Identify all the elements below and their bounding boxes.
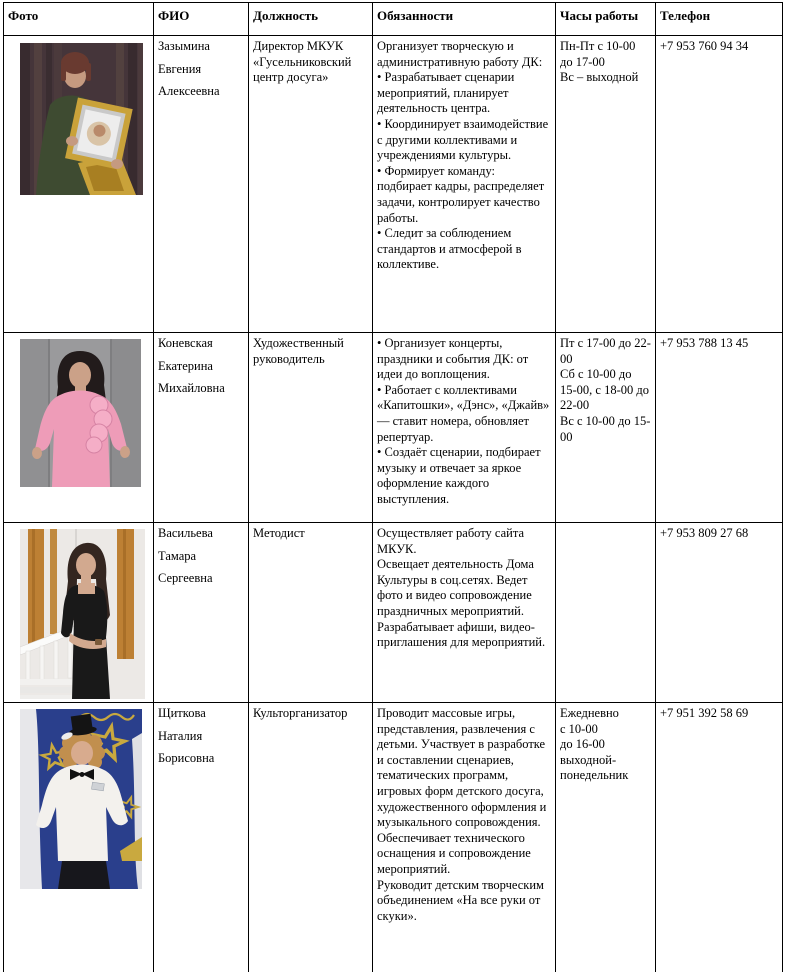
text-line: Пт с 17-00 до 22-00 [560,336,651,366]
position-cell [249,36,373,333]
text-line: • Координирует взаимодействие с другими коллективами и учреждениями культуры. [377,116,549,163]
text-line: Екатерина [158,358,213,373]
text-line: Васильева [158,526,213,540]
staff-row-1 [4,36,783,333]
text-line: Борисовна [158,751,215,766]
header-row [4,3,783,36]
text-line: выходной-понедельник [560,752,629,783]
duties-text [377,336,551,508]
duties-text [377,39,551,273]
phone-number: +7 951 392 58 69 [660,706,749,720]
column-header-phone: Телефон [656,3,783,36]
staff-row-4 [4,703,783,972]
person-name [158,39,244,100]
text-line: Проводит массовые игры, представления, развлечения с детьми. Участвует в разработке и составлении сценариев, тематических программ, игровых форм детского досуга, художественного оформления и музыкального сопровождения. [377,706,547,830]
photo-methodist-image [20,529,145,699]
text-line: Михайловна [158,381,225,396]
text-line: Пн-Пт с 10-00 до 17-00 [560,39,636,69]
column-header-hours: Часы работы [556,3,656,36]
phone-cell [656,333,783,523]
photo-cell [4,333,154,523]
position-text: Культорганизатор [253,706,348,720]
photo-director-image [20,43,143,195]
phone-number: +7 953 760 94 34 [660,39,749,53]
hours-text [560,706,651,784]
photo-event-organizer-image [20,709,142,889]
text-line: Коневская [158,336,213,350]
name-cell [154,703,249,972]
text-line: Руководит детским творческим объединением «На все руки от скуки». [377,877,544,923]
photo-art-director-image [20,339,141,519]
position-cell [249,523,373,703]
staff-row-3 [4,523,783,703]
name-cell [154,523,249,703]
text-line: • Создаёт сценарии, подбирает музыку и отвечает за яркое оформление каждого выступления. [377,445,541,506]
text-line: • Формирует команду: подбирает кадры, распределяет задачи, контролирует качество работы. [377,163,545,225]
text-line: Вс – выходной [560,70,639,85]
phone-number: +7 953 809 27 68 [660,526,749,540]
text-line: Тамара [158,548,197,563]
photo-cell [4,36,154,333]
photo-cell [4,703,154,972]
text-line: Обеспечивает технического оснащения и сопровождение мероприятий. [377,830,531,876]
duties-cell [373,523,556,703]
text-line: • Работает с коллективами «Капитошки», «Дэнс», «Джайв» — ставит номера, обновляет репертуар. [377,382,550,444]
person-name [158,526,244,587]
duties-cell [373,36,556,333]
text-line: до 16-00 [560,737,605,752]
hours-text [560,39,651,86]
phone-number: +7 953 788 13 45 [660,336,749,350]
hours-cell [556,36,656,333]
staff-row-2 [4,333,783,523]
person-name [158,706,244,767]
text-line: Разрабатывает афиши, видео-приглашения для мероприятий. [377,619,546,650]
text-line: Сб с 10-00 до 15-00, с 18-00 до 22-00 [560,367,649,413]
phone-cell [656,36,783,333]
text-line: Зазымина [158,39,210,53]
name-cell [154,36,249,333]
position-cell [249,703,373,972]
phone-cell [656,523,783,703]
position-text: Директор МКУК «Гусельниковский центр досуга» [253,39,352,85]
column-header-name: ФИО [154,3,249,36]
position-text: Методист [253,526,305,540]
text-line: • Следит за соблюдением стандартов и атмосферой в коллективе. [377,226,522,272]
text-line: Щиткова [158,706,206,720]
hours-cell [556,703,656,972]
text-line: Евгения [158,61,202,76]
text-line: • Разрабатывает сценарии мероприятий, планирует деятельность центра. [377,70,515,116]
column-header-photo: Фото [4,3,154,36]
person-name [158,336,244,397]
column-header-position: Должность [249,3,373,36]
name-cell [154,333,249,523]
staff-table [3,2,783,972]
phone-cell [656,703,783,972]
text-line: • Организует концерты, праздники и события ДК: от идеи до воплощения. [377,336,529,382]
text-line: с 10-00 [560,721,598,736]
duties-cell [373,703,556,972]
duties-text [377,706,551,924]
text-line: Алексеевна [158,84,220,99]
column-header-duties: Обязанности [373,3,556,36]
duties-cell [373,333,556,523]
hours-cell [556,333,656,523]
text-line: Осуществляет работу сайта МКУК. [377,526,525,556]
photo-cell [4,523,154,703]
text-line: Сергеевна [158,571,213,586]
hours-cell [556,523,656,703]
text-line: Ежедневно [560,706,619,720]
text-line: Наталия [158,728,203,743]
text-line: Организует творческую и административную работу ДК: [377,39,543,69]
position-cell [249,333,373,523]
position-text: Художественный руководитель [253,336,344,366]
text-line: Вс с 10-00 до 15-00 [560,413,651,444]
hours-text [560,336,651,445]
duties-text [377,526,551,651]
text-line: Освещает деятельность Дома Культуры в соц.сетях. Ведет фото и видео сопровождение праздничных мероприятий. [377,557,534,618]
